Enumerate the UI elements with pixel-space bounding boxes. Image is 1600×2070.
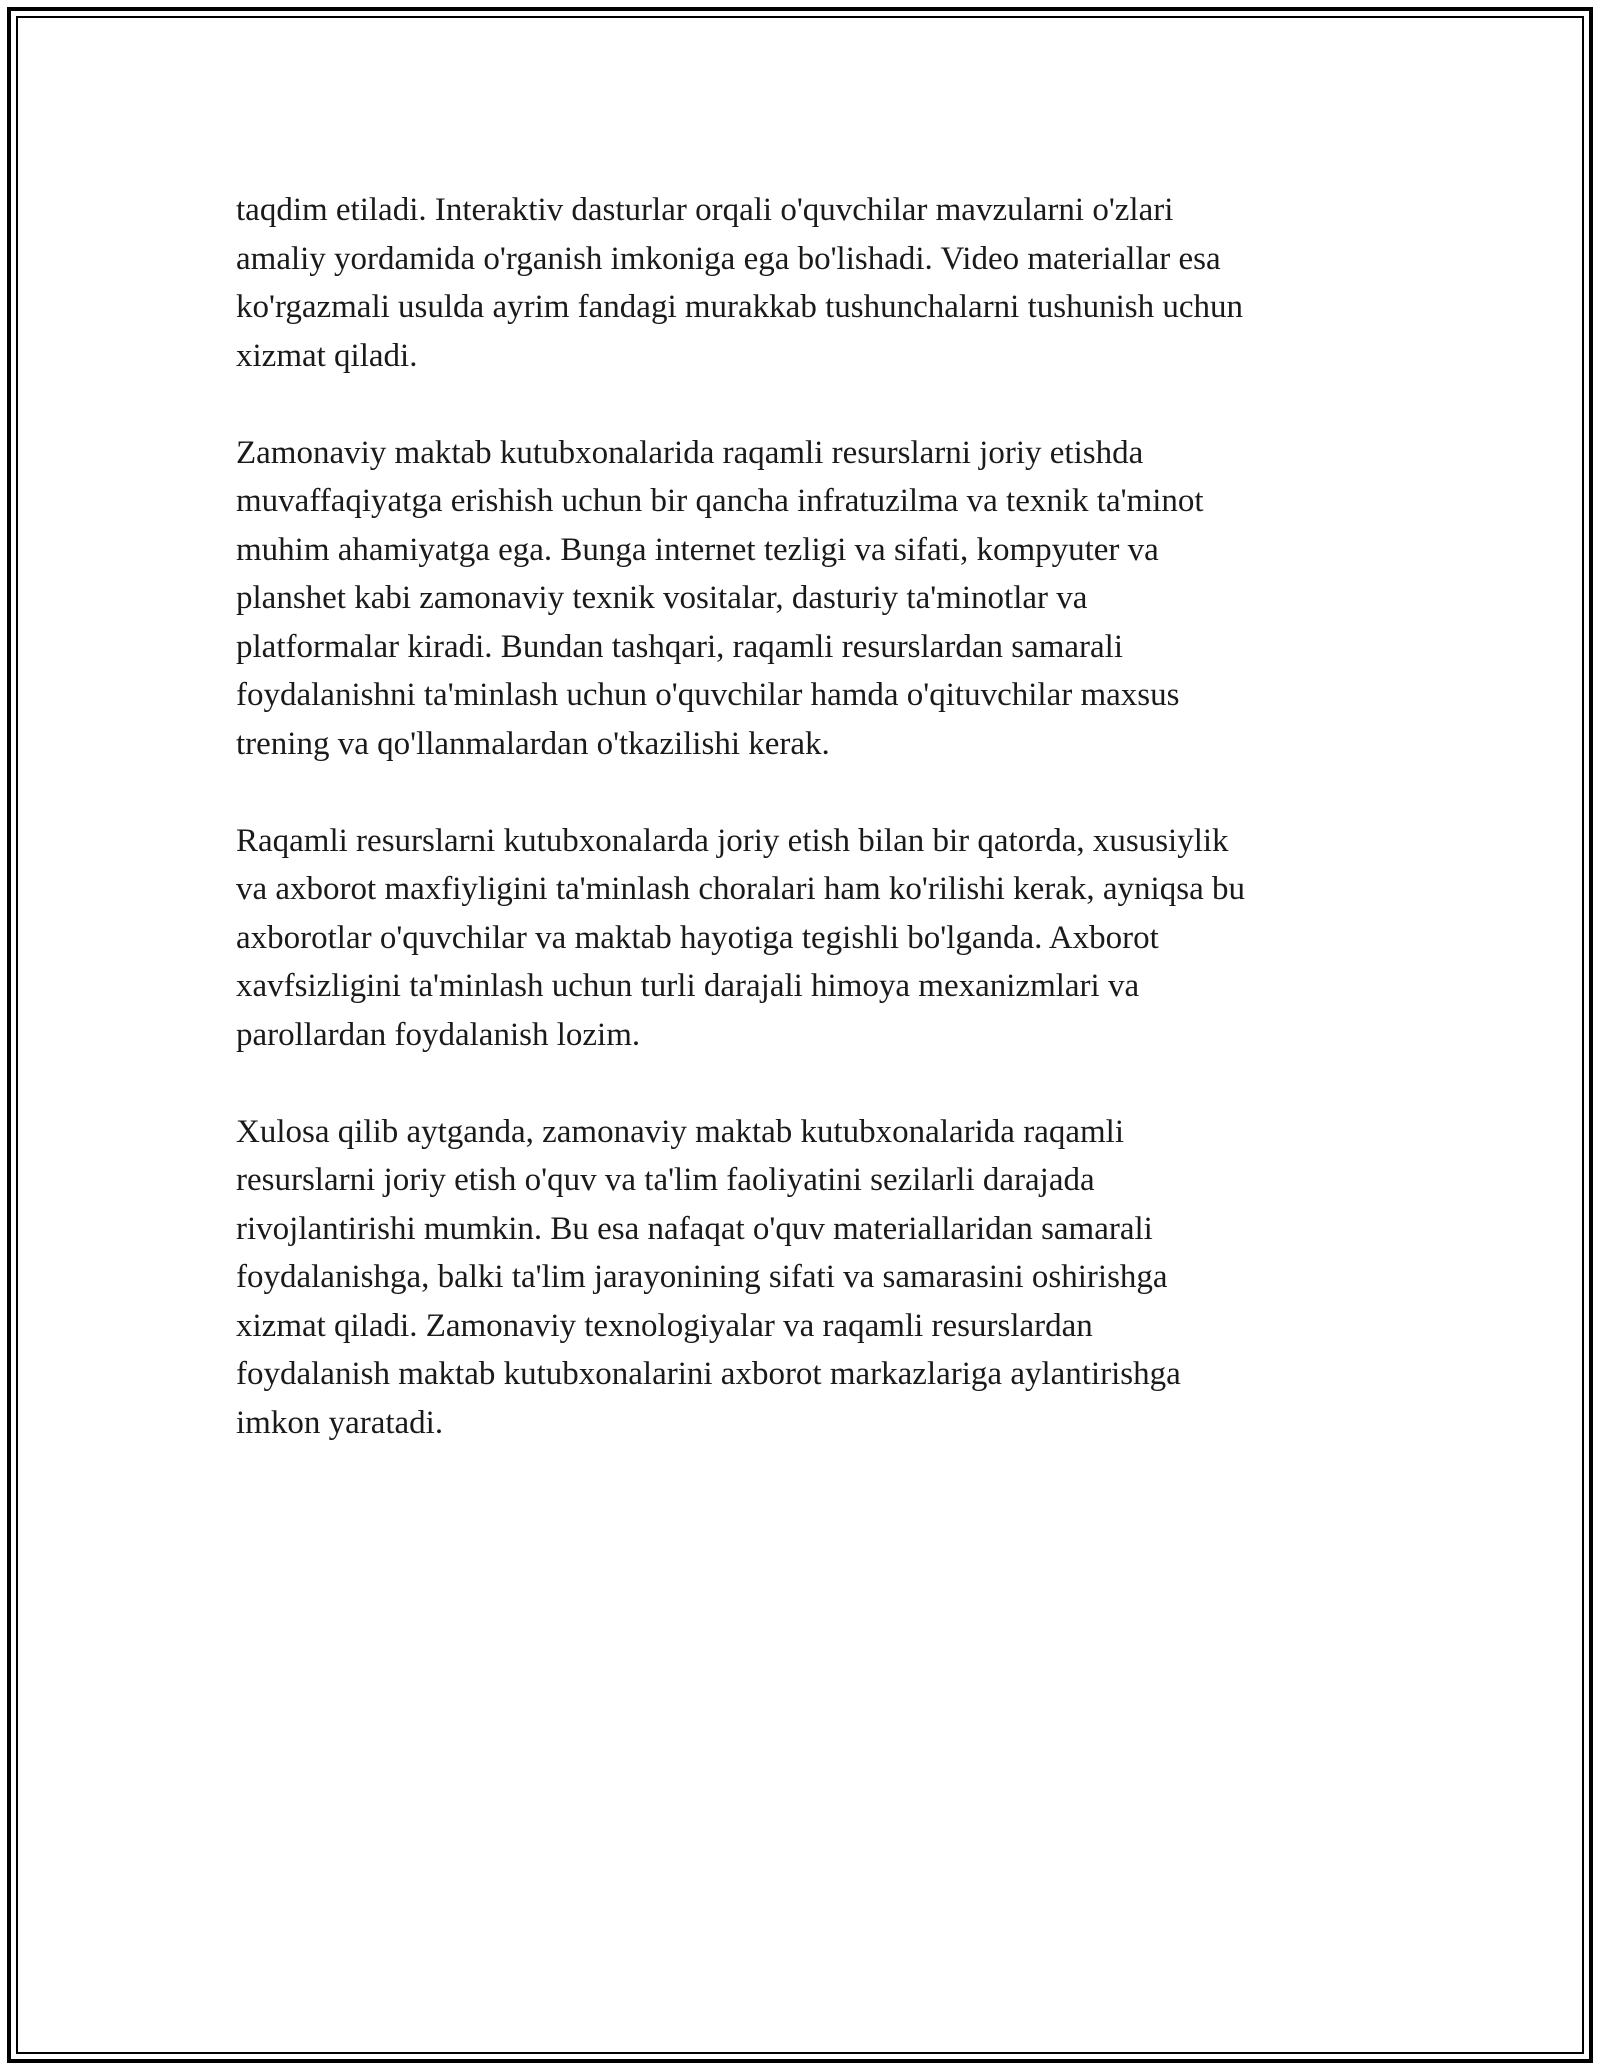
document-body [236,186,1376,1496]
paragraph-infrastructure: Zamonaviy maktab kutubxonalarida raqamli resurslarni joriy etishda muvaffaqiyatga erishish uchun bir qancha infratuzilma va texnik ta'minot muhim ahamiyatga ega. Bunga internet tezligi va sifati, kompyuter va planshet kabi zamonaviy texnik vositalar, dasturiy ta'minotlar va platformalar kiradi. Bundan tashqari, raqamli resurslardan samarali foydalanishni ta'minlash uchun o'quvchilar hamda o'qituvchilar maxsus trening va qo'llanmalardan o'tkazilishi kerak. [236,434,1204,762]
paragraph-privacy-security: Raqamli resurslarni kutubxonalarda joriy etish bilan bir qatorda, xususiylik va axborot maxfiyligini ta'minlash choralari ham ko'rilishi kerak, ayniqsa bu axborotlar o'quvchilar va maktab hayotiga tegishli bo'lganda. Axborot xavfsizligini ta'minlash uchun turli darajali himoya mexanizmlari va parollardan foydalanish lozim. [236,822,1245,1053]
paragraph-conclusion: Xulosa qilib aytganda, zamonaviy maktab kutubxonalarida raqamli resurslarni joriy etish o'quv va ta'lim faoliyatini sezilarli darajada rivojlantirishi mumkin. Bu esa nafaqat o'quv materiallaridan samarali foydalanishga, balki ta'lim jarayonining sifati va samarasini oshirishga xizmat qiladi. Zamonaviy texnologiyalar va raqamli resurslardan foydalanish maktab kutubxonalarini axborot markazlariga aylantirishga imkon yaratadi. [236,1113,1181,1441]
paragraph-interactive-resources: taqdim etiladi. Interaktiv dasturlar orqali o'quvchilar mavzularni o'zlari amaliy yordamida o'rganish imkoniga ega bo'lishadi. Video materiallar esa ko'rgazmali usulda ayrim fandagi murakkab tushunchalarni tushunish uchun xizmat qiladi. [236,192,1244,374]
